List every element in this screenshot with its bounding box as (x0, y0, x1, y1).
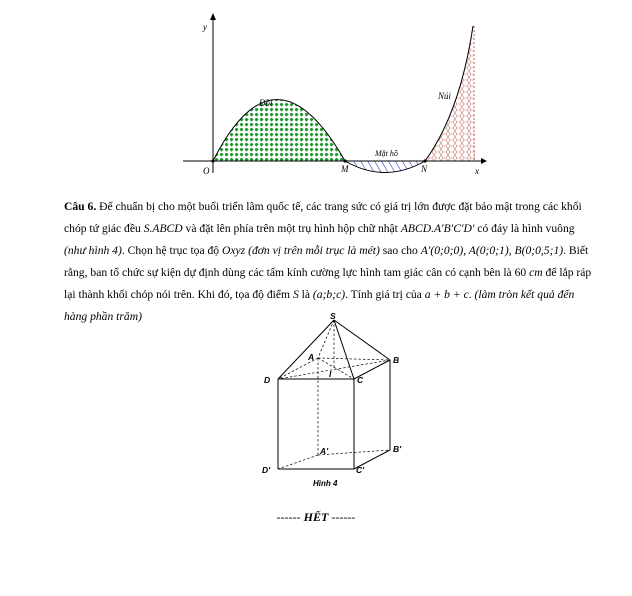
vertex-a1-label: A' (320, 446, 329, 456)
question-text (64, 196, 596, 328)
question-part5: sao cho (379, 244, 421, 257)
note-rounding: (làm tròn kết quả đến hàng phần trăm) (64, 288, 575, 323)
end-mark (0, 510, 632, 525)
hill-label: Đồi (259, 98, 273, 108)
question-part3: có đáy là hình vuông (474, 222, 575, 235)
point-m-dot (343, 159, 346, 162)
y-axis-arrow (210, 13, 216, 20)
vertex-b1-label: B' (393, 444, 402, 454)
question-part1: Để chuẩn bị cho một buổi triển lãm quốc tế, các trang sức có giá trị lớn được đặt bảo mật trong các khối chóp tứ giác đều (64, 200, 582, 235)
question-part2: và đặt lên phía trên một trụ hình hộp chữ nhật (182, 222, 401, 235)
question-part4: . Chọn hệ trục tọa độ (121, 244, 222, 257)
question-part10: . (468, 288, 475, 301)
prism-name: ABCD.A′B′C′D′ (400, 222, 475, 235)
point-n-dot (423, 159, 426, 162)
terrain-graph (175, 8, 495, 188)
edge-s-c (334, 320, 354, 379)
question-part9: . Tính giá trị của (345, 288, 425, 301)
figure-caption: Hình 4 (313, 479, 338, 488)
end-dashes-left: ------ (276, 510, 304, 524)
vertex-s-label: S (330, 312, 336, 321)
coord-tuple: (a;b;c) (312, 288, 346, 301)
sum-expression: a + b + c (424, 288, 469, 301)
edge-s-a (318, 320, 334, 358)
point-n-label: N (421, 164, 428, 174)
unit-cm: cm (529, 266, 543, 279)
pyramid-prism-figure (250, 312, 410, 492)
note-figure: (như hình 4) (64, 244, 122, 257)
edge-s-b (334, 320, 390, 360)
end-dashes-right: ------ (328, 510, 356, 524)
point-m-label: M (341, 164, 349, 174)
question-part7: để lắp ráp lại thành khối chóp nói trên. Khi đó, tọa độ điểm (64, 266, 592, 301)
vertex-d1-label: D' (262, 465, 271, 475)
axis-y-label: y (203, 22, 207, 32)
edge-a-b (318, 358, 390, 360)
note-unit: (đơn vị trên mỗi trục là mét) (245, 244, 380, 257)
axis-x-label: x (475, 166, 479, 176)
lake-label: Mặt hồ (375, 149, 398, 158)
origin-label: O (203, 166, 210, 176)
vertex-c-label: C (357, 375, 364, 385)
vertex-c1-label: C' (356, 465, 365, 475)
question-label: Câu 6. (64, 200, 97, 213)
vertex-a-label: A (308, 352, 315, 362)
diag-a-c (318, 358, 354, 379)
axes-name: Oxyz (222, 244, 246, 257)
given-coords: A′(0;0;0), A(0;0;1), B(0;0,5;1) (420, 244, 564, 257)
question-part6: . Biết rằng, ban tổ chức sự kiện dự định dùng các tấm kính cường lực hình tam giác cân có cạnh bên là 60 (64, 244, 589, 279)
center-i-label: I (329, 369, 332, 379)
x-axis-arrow (481, 158, 487, 164)
edge-a1-d1 (278, 455, 318, 469)
point-o-dot (211, 159, 214, 162)
end-word: HẾT (303, 510, 329, 524)
pyramid-name: S.ABCD (143, 222, 183, 235)
edge-s-d (278, 320, 334, 379)
question-part8: là (298, 288, 313, 301)
mountain-label: Núi (438, 91, 452, 101)
vertex-d-label: D (264, 375, 271, 385)
point-s-name: S (292, 288, 299, 301)
vertex-b-label: B (393, 355, 400, 365)
